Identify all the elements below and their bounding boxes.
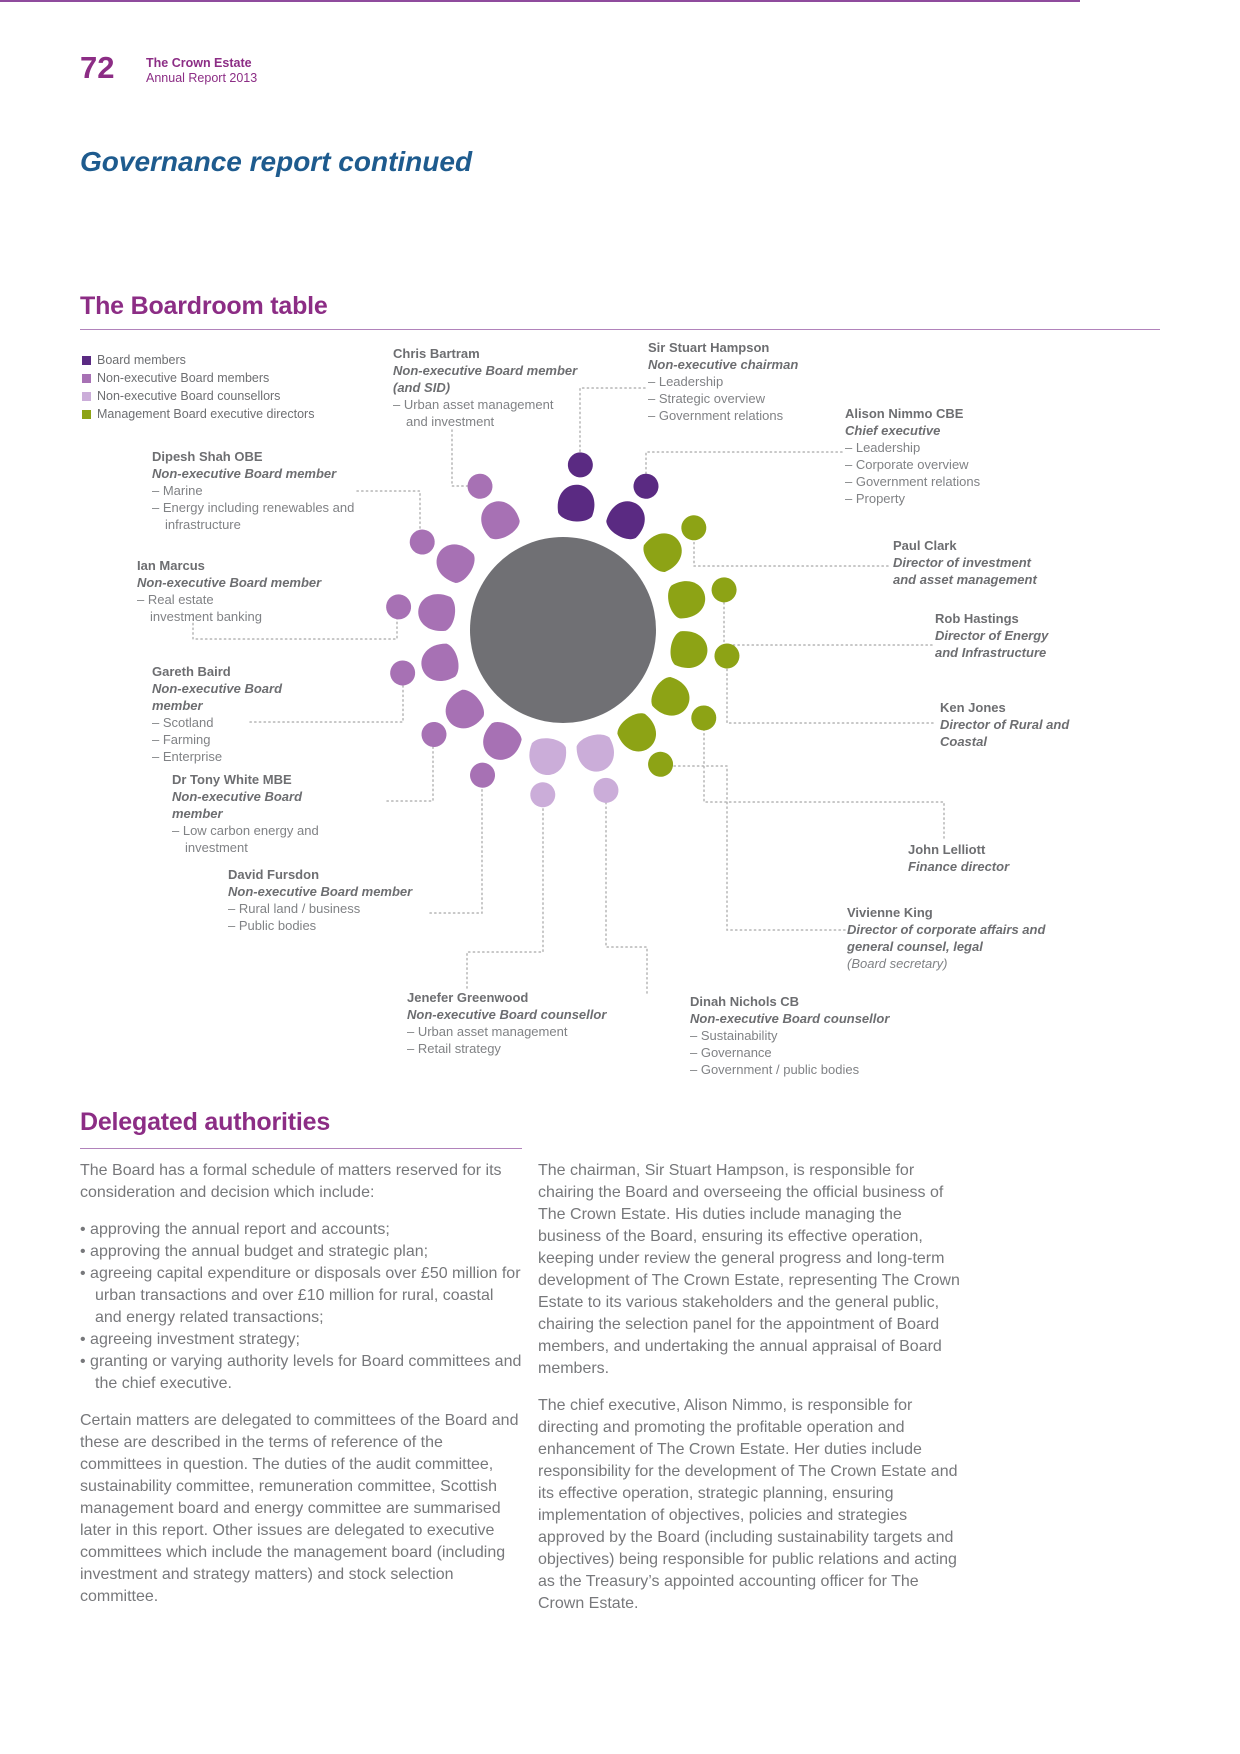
person-figure-dinah-nichols — [574, 731, 627, 807]
delegated-heading-rule — [80, 1148, 522, 1149]
person-head-ken-jones — [713, 642, 742, 671]
delegated-bullet: • agreeing capital expenditure or disposals over £50 million for urban transactions and over £10 million for rural, coastal and energy related transactions; — [80, 1263, 522, 1329]
person-role: Non-executive chairman — [648, 357, 799, 372]
boardroom-legend — [82, 351, 314, 423]
legend-swatch-nonexec-members — [82, 374, 91, 383]
leader-line-john-lelliott — [704, 720, 944, 838]
person-head-dinah-nichols — [591, 775, 622, 806]
person-label-alison-nimmo — [845, 405, 1035, 507]
person-role: Finance director — [908, 859, 1010, 874]
person-figure-rob-hastings — [665, 569, 741, 621]
person-head-chris-bartram — [463, 469, 497, 503]
person-duty: – Energy including renewables and infrastructure — [152, 499, 367, 533]
person-head-jenefer-greenwood — [529, 781, 557, 809]
person-duty: – Property — [845, 490, 1035, 507]
person-role: Non-executive Board counsellor — [690, 1011, 890, 1026]
leader-line-alison-nimmo — [646, 452, 842, 484]
person-name: Vivienne King — [847, 905, 933, 920]
person-figure-vivienne-king — [612, 708, 682, 786]
person-name: Ian Marcus — [137, 558, 205, 573]
person-role: Non-executive Board member (and SID) — [393, 363, 578, 395]
person-label-dinah-nichols — [690, 993, 905, 1078]
delegated-bullet: • approving the annual report and accounts; — [80, 1219, 522, 1241]
person-duty: – Retail strategy — [407, 1040, 622, 1057]
person-duty: – Sustainability — [690, 1027, 905, 1044]
person-name: John Lelliott — [908, 842, 986, 857]
person-duty: – Corporate overview — [845, 456, 1035, 473]
person-duty: – Farming — [152, 731, 332, 748]
person-role: Non-executive Board member — [152, 466, 337, 481]
person-duty: – Public bodies — [228, 917, 443, 934]
boardroom-heading-rule — [80, 329, 1160, 330]
delegated-bullet-list — [80, 1219, 522, 1395]
person-role: Director of Energy and Infrastructure — [935, 628, 1049, 660]
person-figure-ian-marcus — [384, 587, 458, 633]
person-duty: – Rural land / business — [228, 900, 443, 917]
person-figure-gareth-baird — [386, 641, 462, 694]
person-label-ken-jones — [940, 699, 1070, 750]
person-duty: – Real estate investment banking — [137, 591, 270, 625]
delegated-bullet: • granting or varying authority levels for Board committees and the chief executive. — [80, 1351, 522, 1395]
person-label-tony-white — [172, 771, 352, 856]
person-label-sir-stuart-hampson — [648, 339, 833, 424]
running-header — [146, 56, 257, 86]
person-figure-john-lelliott — [646, 672, 724, 740]
legend-label: Management Board executive directors — [97, 407, 315, 421]
person-label-chris-bartram — [393, 345, 578, 430]
person-label-ian-marcus — [137, 557, 332, 625]
report-name: Annual Report 2013 — [146, 71, 258, 85]
legend-item-exec-directors — [82, 405, 314, 423]
legend-label: Board members — [97, 353, 186, 367]
person-role: Director of investment and asset management — [893, 555, 1037, 587]
person-head-alison-nimmo — [629, 469, 663, 503]
person-figure-chris-bartram — [458, 466, 524, 544]
person-duty: – Urban asset management — [407, 1023, 622, 1040]
delegated-bullet: • approving the annual budget and strategic plan; — [80, 1241, 522, 1263]
legend-item-nonexec-counsellors — [82, 387, 314, 405]
delegated-bullet: • agreeing investment strategy; — [80, 1329, 522, 1351]
legend-swatch-exec-directors — [82, 410, 91, 419]
person-label-rob-hastings — [935, 610, 1075, 661]
legend-swatch-board-members — [82, 356, 91, 365]
legend-label: Non-executive Board members — [97, 371, 270, 385]
person-figure-dipesh-shah — [402, 520, 480, 588]
person-head-rob-hastings — [709, 575, 739, 605]
person-name: Sir Stuart Hampson — [648, 340, 770, 355]
person-name: Ken Jones — [940, 700, 1006, 715]
delegated-heading: Delegated authorities — [80, 1108, 331, 1136]
person-head-ian-marcus — [384, 593, 412, 621]
person-head-paul-clark — [676, 510, 711, 545]
person-role: Non-executive Board member — [172, 789, 303, 821]
leader-line-jenefer-greenwood — [467, 798, 543, 988]
person-duty: – Urban asset management and investment — [393, 396, 578, 430]
person-label-paul-clark — [893, 537, 1053, 588]
person-role: Director of Rural and Coastal — [940, 717, 1070, 749]
legend-label: Non-executive Board counsellors — [97, 389, 281, 403]
person-figure-paul-clark — [638, 506, 715, 578]
header-rule — [0, 0, 1080, 2]
person-name: Jenefer Greenwood — [407, 990, 529, 1005]
person-duty: – Leadership — [845, 439, 1035, 456]
delegated-closing: Certain matters are delegated to committees of the Board and these are described in the terms of reference of the committees in question. The duties of the audit committee, sustainability committee, remuneration committee, Scottish management board and energy committee are summarised later in this report. Other issues are delegated to executive committees which include the management board (including investment and strategy matters) and stock selection committee. — [80, 1412, 519, 1605]
person-figure-tony-white — [413, 685, 490, 757]
person-name: Dipesh Shah OBE — [152, 449, 263, 464]
person-note: (Board secretary) — [847, 956, 948, 971]
person-duty: – Government relations — [845, 473, 1035, 490]
person-duty: – Scotland — [152, 714, 332, 731]
leader-line-sir-stuart-hampson — [580, 388, 645, 458]
chairman-paragraph: The chairman, Sir Stuart Hampson, is responsible for chairing the Board and overseeing the official business of The Crown Estate. His duties include managing the business of the Board, ensuring its effective operation, keeping under review the general progress and long-term development of The Crown Estate, representing The Crown Estate to its various stakeholders and the general public, chairing the selection panel for the appointment of Board members, and undertaking the annual appraisal of Board members. — [538, 1162, 960, 1377]
person-head-dipesh-shah — [405, 525, 439, 559]
person-role: Chief executive — [845, 423, 941, 438]
page-number: 72 — [80, 50, 115, 85]
org-name: The Crown Estate — [146, 56, 252, 70]
person-head-vivienne-king — [643, 747, 678, 782]
leader-line-vivienne-king — [668, 766, 845, 930]
person-role: Director of corporate affairs and general counsel, legal — [847, 922, 1046, 954]
person-head-john-lelliott — [687, 701, 721, 735]
person-duty: – Strategic overview — [648, 390, 833, 407]
person-name: David Fursdon — [228, 867, 320, 882]
person-role: Non-executive Board member — [228, 884, 413, 899]
person-label-vivienne-king — [847, 904, 1052, 972]
person-figure-david-fursdon — [460, 717, 526, 795]
delegated-intro: The Board has a formal schedule of matters reserved for its consideration and decision which include: — [80, 1162, 502, 1201]
leader-line-chris-bartram — [452, 430, 476, 486]
person-duty: – Governance — [690, 1044, 905, 1061]
boardroom-table-circle — [470, 537, 656, 723]
person-label-dipesh-shah — [152, 448, 367, 533]
person-label-jenefer-greenwood — [407, 989, 622, 1057]
person-figure-alison-nimmo — [602, 466, 668, 544]
person-name: Chris Bartram — [393, 346, 480, 361]
person-name: Dr Tony White MBE — [172, 772, 292, 787]
person-label-david-fursdon — [228, 866, 443, 934]
page-title: Governance report continued — [80, 146, 473, 177]
person-name: Dinah Nichols CB — [690, 994, 800, 1009]
chief-executive-paragraph: The chief executive, Alison Nimmo, is responsible for directing and promoting the profitable operation and enhancement of The Crown Estate. Her duties include responsibility for the development of The Crown Estate and its effective operation, strategic planning, ensuring implementation of objectives, policies and strategies approved by the Board (including sustainability targets and objectives) being responsible for public relations and acting as the Treasury’s appointed accounting officer for The Crown Estate. — [538, 1397, 958, 1612]
boardroom-heading: The Boardroom table — [80, 292, 328, 320]
legend-item-nonexec-members — [82, 369, 314, 387]
person-name: Rob Hastings — [935, 611, 1019, 626]
person-role: Non-executive Board counsellor — [407, 1007, 607, 1022]
person-name: Alison Nimmo CBE — [845, 406, 964, 421]
person-role: Non-executive Board member — [137, 575, 322, 590]
delegated-right-column — [538, 1160, 968, 1630]
person-figure-ken-jones — [668, 629, 742, 676]
person-duty: – Leadership — [648, 373, 833, 390]
person-label-john-lelliott — [908, 841, 1058, 875]
leader-line-tony-white — [387, 737, 433, 801]
legend-item-board-members — [82, 351, 314, 369]
person-head-tony-white — [416, 717, 451, 752]
delegated-left-column — [80, 1160, 522, 1623]
leader-line-ken-jones — [727, 658, 933, 723]
leader-line-paul-clark — [694, 530, 888, 566]
person-head-gareth-baird — [387, 658, 418, 689]
leader-line-rob-hastings — [724, 592, 932, 645]
person-figure-jenefer-greenwood — [523, 736, 568, 809]
person-figure-sir-stuart-hampson — [556, 451, 600, 524]
person-role: Non-executive Board member — [152, 681, 283, 713]
person-name: Paul Clark — [893, 538, 957, 553]
person-label-gareth-baird — [152, 663, 332, 765]
person-head-sir-stuart-hampson — [567, 451, 594, 478]
person-duty: – Enterprise — [152, 748, 332, 765]
person-duty: – Government / public bodies — [690, 1061, 905, 1078]
person-name: Gareth Baird — [152, 664, 231, 679]
person-duty: – Low carbon energy and investment — [172, 822, 352, 856]
person-duty: – Government relations — [648, 407, 833, 424]
person-duty: – Marine — [152, 482, 367, 499]
person-head-david-fursdon — [466, 758, 500, 792]
legend-swatch-nonexec-counsellors — [82, 392, 91, 401]
leader-line-dinah-nichols — [606, 793, 647, 993]
